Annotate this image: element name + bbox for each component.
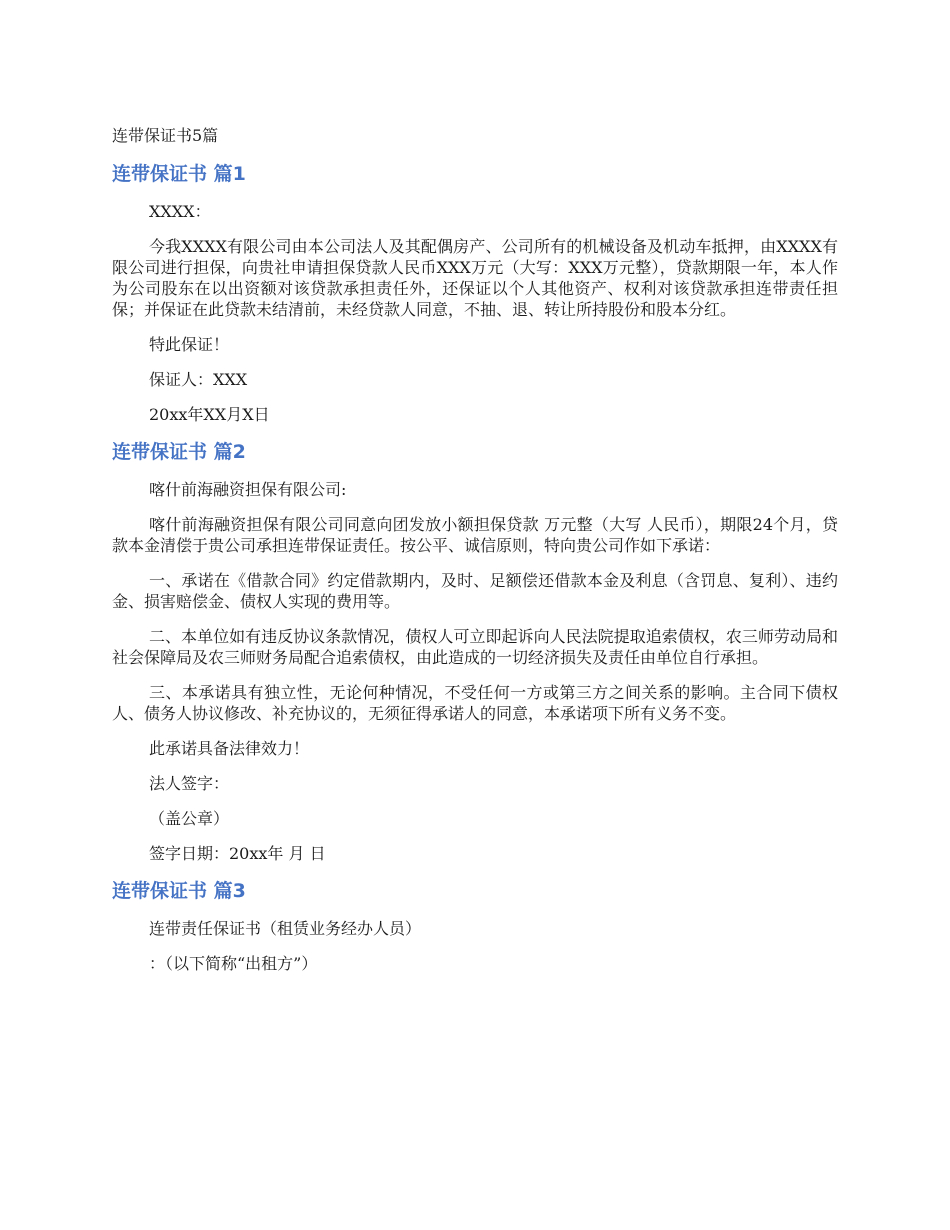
paragraph: （盖公章） <box>149 809 230 828</box>
section-heading: 连带保证书 篇2 <box>112 441 246 463</box>
paragraph: XXXX： <box>149 202 211 221</box>
section-3 <box>112 878 838 974</box>
section-heading: 连带保证书 篇3 <box>112 880 246 902</box>
paragraph: 此承诺具备法律效力！ <box>149 739 310 758</box>
paragraph: 喀什前海融资担保有限公司: <box>149 480 347 499</box>
paragraph: 喀什前海融资担保有限公司同意向团发放小额担保贷款 万元整（大写 人民币），期限24个月，贷款本金清偿于贵公司承担连带保证责任。按公平、诚信原则，特向贵公司作如下承诺： <box>112 515 838 555</box>
section-heading: 连带保证书 篇1 <box>112 163 246 185</box>
paragraph: 特此保证！ <box>149 335 230 354</box>
paragraph: 法人签字： <box>149 774 230 793</box>
paragraph: ：（以下简称“出租方”） <box>149 954 318 973</box>
document-page <box>112 123 838 988</box>
paragraph: 一、承诺在《借款合同》约定借款期内，及时、足额偿还借款本金及利息（含罚息、复利）、违约金、损害赔偿金、债权人实现的费用等。 <box>112 571 838 611</box>
paragraph: 20xx年XX月X日 <box>149 405 270 424</box>
paragraph: 二、本单位如有违反协议条款情况，债权人可立即起诉向人民法院提取追索债权，农三师劳动局和社会保障局及农三师财务局配合追索债权，由此造成的一切经济损失及责任由单位自行承担。 <box>112 627 838 667</box>
paragraph: 签字日期：20xx年 月 日 <box>149 844 326 863</box>
paragraph: 连带责任保证书（租赁业务经办人员） <box>149 919 422 938</box>
paragraph: 保证人：XXX <box>149 370 248 389</box>
document-title: 连带保证书5篇 <box>112 126 219 145</box>
paragraph: 今我XXXX有限公司由本公司法人及其配偶房产、公司所有的机械设备及机动车抵押，由XXXX有限公司进行担保，向贵社申请担保贷款人民币XXX万元（大写：XXX万元整），贷款期限一年，本人作为公司股东在以出资额对该贷款承担责任外，还保证以个人其他资产、权利对该贷款承担连带责任担保；并保证在此贷款未结清前，未经贷款人同意，不抽、退、转让所持股份和股本分红。 <box>112 237 838 319</box>
section-2 <box>112 439 838 864</box>
paragraph: 三、本承诺具有独立性，无论何种情况，不受任何一方或第三方之间关系的影响。主合同下债权人、债务人协议修改、补充协议的，无须征得承诺人的同意，本承诺项下所有义务不变。 <box>112 683 838 723</box>
section-1 <box>112 161 838 425</box>
